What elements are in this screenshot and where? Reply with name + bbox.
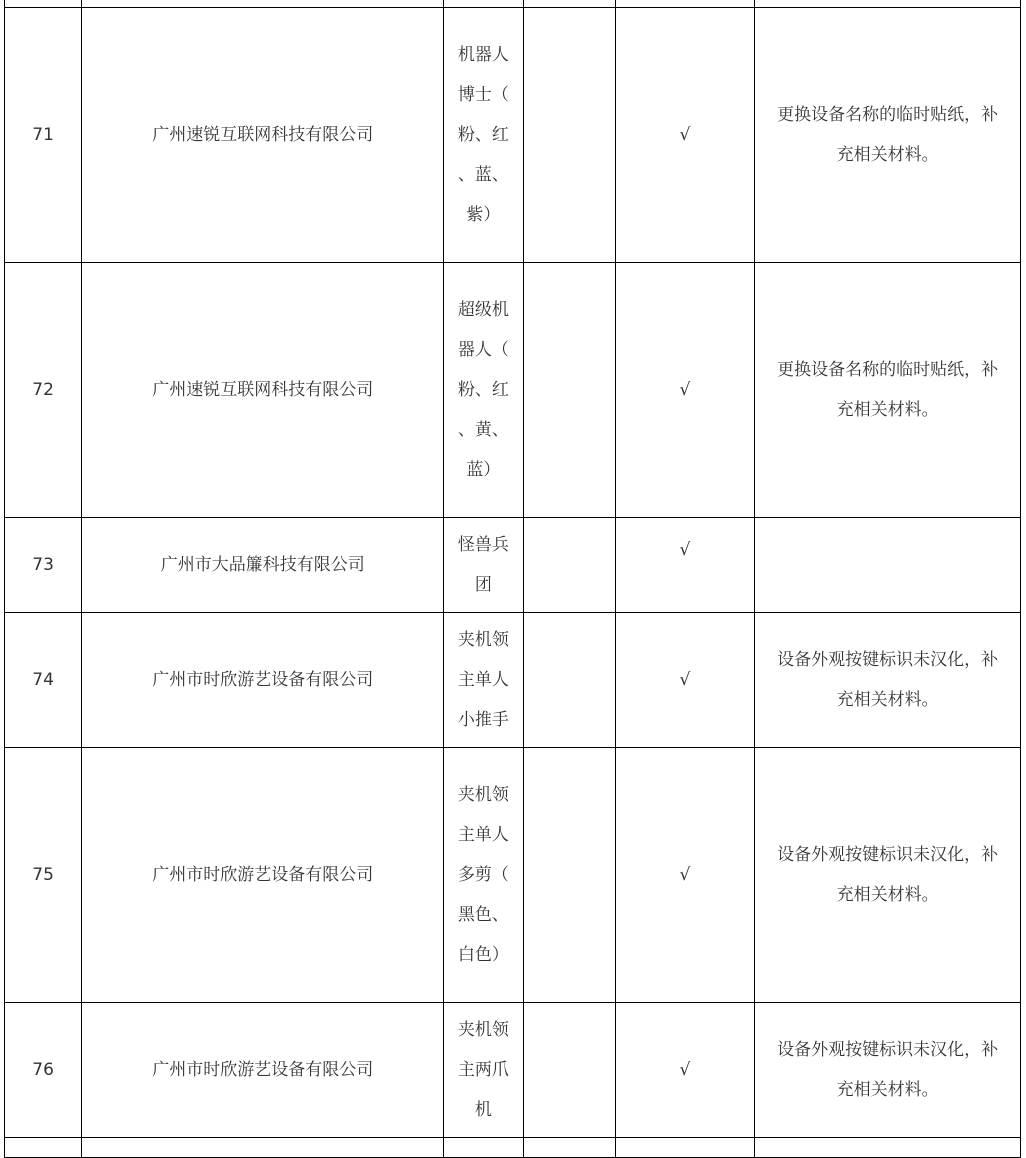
company-name: 广州市时欣游艺设备有限公司	[82, 1003, 444, 1138]
remark: 设备外观按键标识未汉化，补充相关材料。	[777, 845, 999, 905]
device-name: 超级机器人（粉、红、黄、蓝）	[457, 300, 509, 480]
remark-cell	[755, 748, 1021, 1003]
row-number: 73	[5, 518, 82, 613]
empty-cell	[523, 263, 615, 518]
check-mark: √	[615, 613, 754, 748]
empty-cell	[523, 748, 615, 1003]
table-row	[5, 748, 1021, 1003]
table-row	[5, 1003, 1021, 1138]
remark: 更换设备名称的临时贴纸，补充相关材料。	[777, 105, 999, 165]
check-mark: √	[615, 748, 754, 1003]
row-number: 76	[5, 1003, 82, 1138]
empty-cell	[523, 613, 615, 748]
table-row	[5, 8, 1021, 263]
check-mark: √	[615, 263, 754, 518]
device-name-cell	[444, 8, 523, 263]
row-number: 71	[5, 8, 82, 263]
remark: 更换设备名称的临时贴纸，补充相关材料。	[777, 360, 999, 420]
company-name: 广州速锐互联网科技有限公司	[82, 263, 444, 518]
device-name: 夹机领主单人多剪（黑色、白色）	[457, 785, 509, 965]
device-name-cell	[444, 748, 523, 1003]
device-name: 怪兽兵团	[457, 535, 509, 595]
company-name: 广州市时欣游艺设备有限公司	[82, 748, 444, 1003]
check-mark: √	[615, 518, 754, 613]
company-name: 广州市时欣游艺设备有限公司	[82, 613, 444, 748]
company-name: 广州速锐互联网科技有限公司	[82, 8, 444, 263]
remark-cell	[755, 1003, 1021, 1138]
remark-cell	[755, 8, 1021, 263]
check-mark: √	[615, 1003, 754, 1138]
table-row	[5, 263, 1021, 518]
device-name-cell	[444, 1003, 523, 1138]
row-number: 74	[5, 613, 82, 748]
device-name-cell	[444, 613, 523, 748]
row-number: 75	[5, 748, 82, 1003]
empty-cell	[523, 8, 615, 263]
remark-cell	[755, 518, 1021, 613]
device-name: 夹机领主单人小推手	[457, 630, 509, 730]
device-name-cell	[444, 263, 523, 518]
table-row-partial-top	[5, 0, 1021, 8]
remark-cell	[755, 613, 1021, 748]
table-row-partial-bottom	[5, 1138, 1021, 1158]
device-name-cell	[444, 518, 523, 613]
company-name: 广州市大品簾科技有限公司	[82, 518, 444, 613]
empty-cell	[523, 518, 615, 613]
remark: 设备外观按键标识未汉化，补充相关材料。	[777, 1040, 999, 1100]
table-row	[5, 613, 1021, 748]
remark: 设备外观按键标识未汉化，补充相关材料。	[777, 650, 999, 710]
check-mark: √	[615, 8, 754, 263]
device-name: 夹机领主两爪机	[457, 1020, 509, 1120]
review-table	[4, 0, 1021, 1158]
table-row	[5, 518, 1021, 613]
device-name: 机器人博士（粉、红、蓝、紫）	[457, 45, 509, 225]
empty-cell	[523, 1003, 615, 1138]
row-number: 72	[5, 263, 82, 518]
remark-cell	[755, 263, 1021, 518]
